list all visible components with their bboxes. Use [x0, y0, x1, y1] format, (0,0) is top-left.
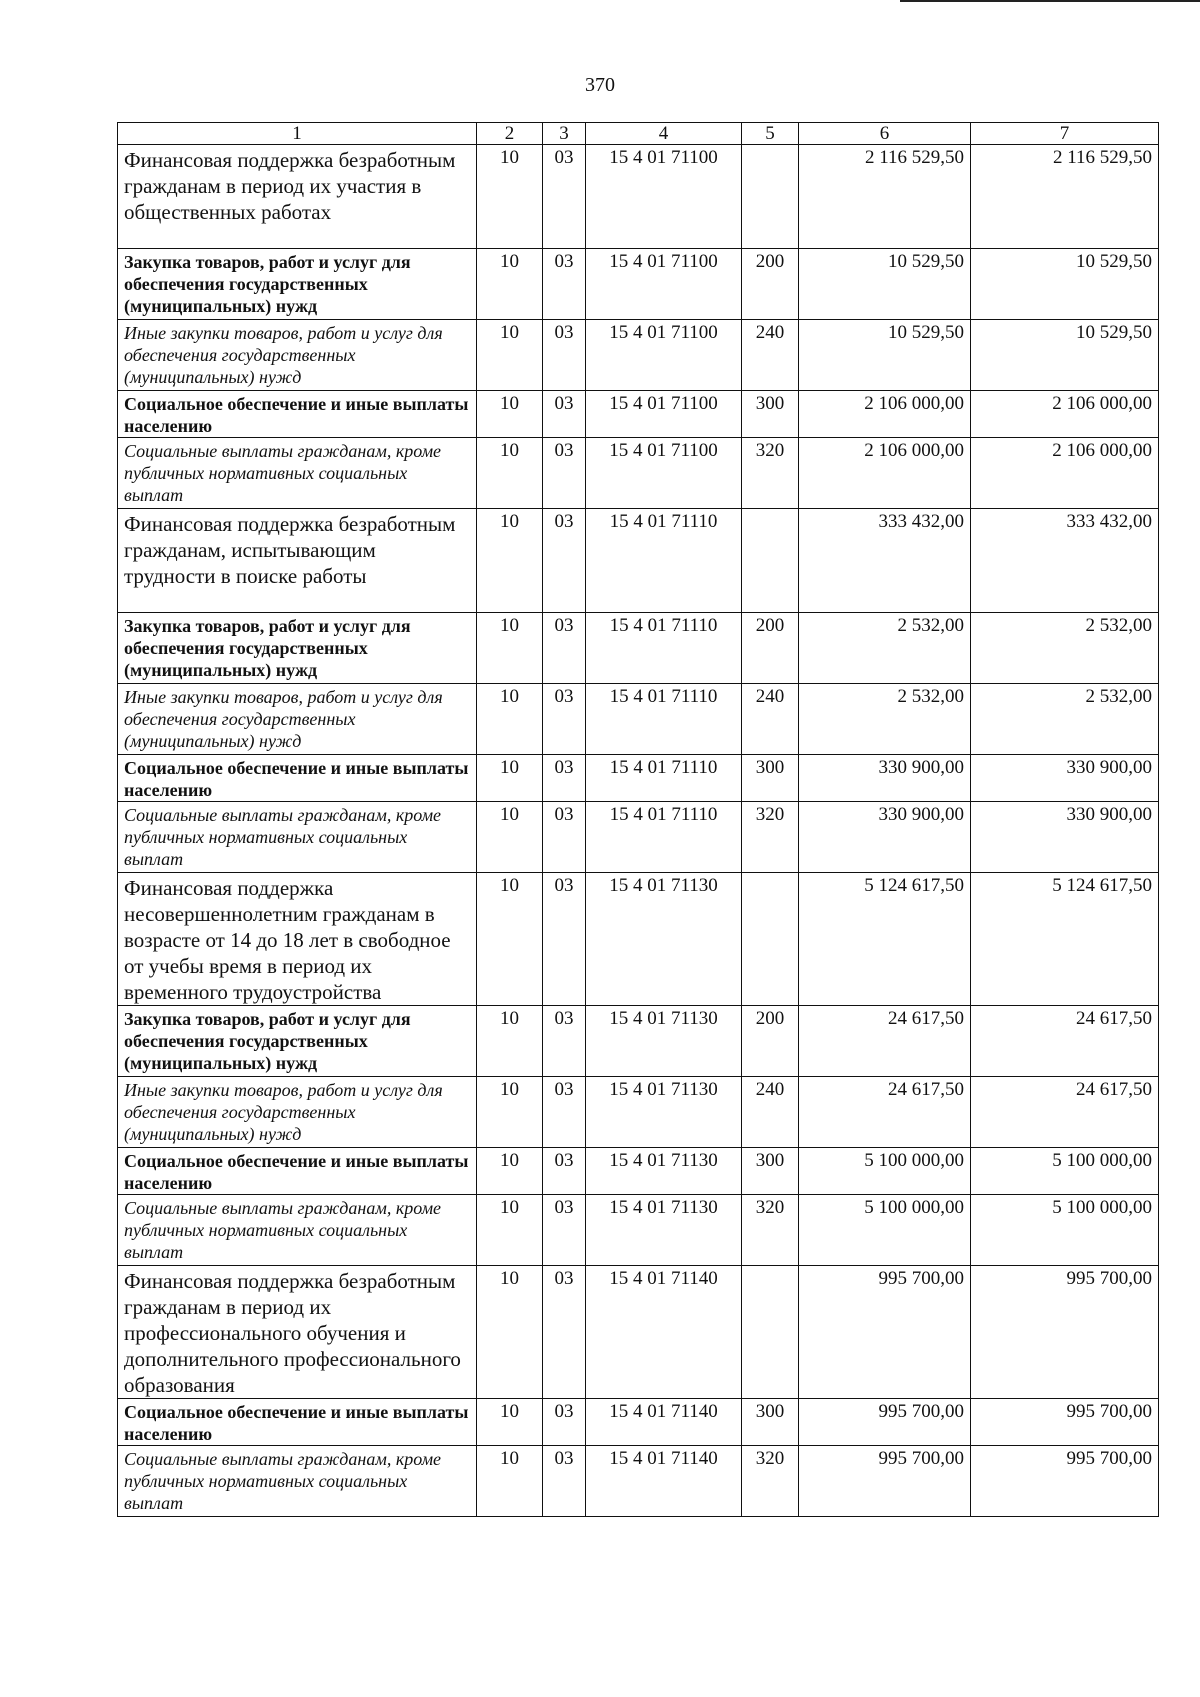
row-amount-col7: 995 700,00: [971, 1399, 1159, 1446]
row-amount-col6: 995 700,00: [799, 1266, 971, 1399]
table-header-row: [118, 123, 1159, 145]
header-cell-col6: 6: [799, 123, 971, 145]
row-amount-col6: 2 532,00: [799, 613, 971, 684]
row-subsection: 03: [543, 873, 586, 1006]
row-name: Социальное обеспечение и иные выплаты населению: [118, 1399, 477, 1446]
row-section: 10: [477, 1195, 543, 1266]
row-name: Иные закупки товаров, работ и услуг для обеспечения государственных (муниципальных) нужд: [118, 320, 477, 391]
row-amount-col6: 995 700,00: [799, 1399, 971, 1446]
row-amount-col6: 5 100 000,00: [799, 1195, 971, 1266]
row-subsection: 03: [543, 1077, 586, 1148]
row-subsection: 03: [543, 613, 586, 684]
row-subsection: 03: [543, 145, 586, 249]
row-name: Закупка товаров, работ и услуг для обеспечения государственных (муниципальных) нужд: [118, 249, 477, 320]
row-section: 10: [477, 249, 543, 320]
row-target-code: 15 4 01 71130: [586, 1077, 742, 1148]
header-cell-col4: 4: [586, 123, 742, 145]
table-row: [118, 320, 1159, 391]
row-amount-col7: 5 124 617,50: [971, 873, 1159, 1006]
row-amount-col6: 24 617,50: [799, 1077, 971, 1148]
row-amount-col7: 5 100 000,00: [971, 1195, 1159, 1266]
row-name: Финансовая поддержка несовершеннолетним гражданам в возрасте от 14 до 18 лет в свободное от учебы время в период их временного трудоустройства: [118, 873, 477, 1006]
row-target-code: 15 4 01 71130: [586, 1006, 742, 1077]
row-section: 10: [477, 755, 543, 802]
row-amount-col7: 330 900,00: [971, 802, 1159, 873]
table-row: [118, 613, 1159, 684]
row-name: Социальные выплаты гражданам, кроме публичных нормативных социальных выплат: [118, 438, 477, 509]
table-row: [118, 873, 1159, 1006]
table-row: [118, 509, 1159, 613]
row-expense-type: 320: [742, 438, 799, 509]
table-row: [118, 391, 1159, 438]
row-name: Социальные выплаты гражданам, кроме публичных нормативных социальных выплат: [118, 802, 477, 873]
row-subsection: 03: [543, 802, 586, 873]
row-expense-type: [742, 145, 799, 249]
row-section: 10: [477, 613, 543, 684]
row-name: Закупка товаров, работ и услуг для обеспечения государственных (муниципальных) нужд: [118, 613, 477, 684]
table-row: [118, 755, 1159, 802]
row-name: Социальное обеспечение и иные выплаты населению: [118, 391, 477, 438]
row-expense-type: 300: [742, 391, 799, 438]
row-name: Иные закупки товаров, работ и услуг для обеспечения государственных (муниципальных) нужд: [118, 684, 477, 755]
table-row: [118, 1446, 1159, 1517]
row-name: Финансовая поддержка безработным гражданам в период их участия в общественных работах: [118, 145, 477, 249]
row-section: 10: [477, 873, 543, 1006]
row-section: 10: [477, 145, 543, 249]
table-row: [118, 1266, 1159, 1399]
row-expense-type: 240: [742, 1077, 799, 1148]
row-amount-col7: 24 617,50: [971, 1077, 1159, 1148]
budget-table: [117, 122, 1159, 1517]
row-target-code: 15 4 01 71100: [586, 438, 742, 509]
row-subsection: 03: [543, 1446, 586, 1517]
row-amount-col6: 330 900,00: [799, 755, 971, 802]
row-subsection: 03: [543, 509, 586, 613]
row-expense-type: 200: [742, 1006, 799, 1077]
row-subsection: 03: [543, 1006, 586, 1077]
row-expense-type: 300: [742, 1399, 799, 1446]
header-cell-col7: 7: [971, 123, 1159, 145]
row-subsection: 03: [543, 1148, 586, 1195]
row-amount-col6: 2 106 000,00: [799, 391, 971, 438]
row-section: 10: [477, 1266, 543, 1399]
page-number: 370: [585, 74, 615, 96]
row-amount-col7: 10 529,50: [971, 249, 1159, 320]
row-amount-col7: 995 700,00: [971, 1446, 1159, 1517]
table-row: [118, 1399, 1159, 1446]
row-section: 10: [477, 1399, 543, 1446]
row-expense-type: 320: [742, 802, 799, 873]
row-subsection: 03: [543, 755, 586, 802]
row-target-code: 15 4 01 71110: [586, 613, 742, 684]
row-amount-col7: 24 617,50: [971, 1006, 1159, 1077]
header-cell-col2: 2: [477, 123, 543, 145]
row-section: 10: [477, 684, 543, 755]
row-amount-col7: 2 116 529,50: [971, 145, 1159, 249]
row-target-code: 15 4 01 71110: [586, 802, 742, 873]
header-cell-col1: 1: [118, 123, 477, 145]
row-amount-col7: 333 432,00: [971, 509, 1159, 613]
row-name: Финансовая поддержка безработным гражданам в период их профессионального обучения и дополнительного профессионального образования: [118, 1266, 477, 1399]
row-expense-type: 320: [742, 1195, 799, 1266]
row-amount-col7: 2 106 000,00: [971, 391, 1159, 438]
row-name: Социальные выплаты гражданам, кроме публичных нормативных социальных выплат: [118, 1195, 477, 1266]
table-row: [118, 1195, 1159, 1266]
row-amount-col6: 2 116 529,50: [799, 145, 971, 249]
row-target-code: 15 4 01 71100: [586, 249, 742, 320]
row-subsection: 03: [543, 684, 586, 755]
row-section: 10: [477, 1148, 543, 1195]
row-subsection: 03: [543, 391, 586, 438]
row-expense-type: 200: [742, 249, 799, 320]
row-amount-col6: 10 529,50: [799, 320, 971, 391]
row-subsection: 03: [543, 249, 586, 320]
row-target-code: 15 4 01 71130: [586, 1148, 742, 1195]
row-subsection: 03: [543, 438, 586, 509]
row-subsection: 03: [543, 1195, 586, 1266]
row-target-code: 15 4 01 71140: [586, 1446, 742, 1517]
row-subsection: 03: [543, 320, 586, 391]
row-name: Социальные выплаты гражданам, кроме публичных нормативных социальных выплат: [118, 1446, 477, 1517]
row-amount-col6: 2 106 000,00: [799, 438, 971, 509]
table-row: [118, 1148, 1159, 1195]
row-expense-type: 320: [742, 1446, 799, 1517]
row-target-code: 15 4 01 71110: [586, 509, 742, 613]
row-expense-type: [742, 873, 799, 1006]
row-target-code: 15 4 01 71130: [586, 873, 742, 1006]
row-target-code: 15 4 01 71140: [586, 1399, 742, 1446]
row-target-code: 15 4 01 71110: [586, 755, 742, 802]
table-row: [118, 684, 1159, 755]
row-amount-col6: 5 100 000,00: [799, 1148, 971, 1195]
row-target-code: 15 4 01 71100: [586, 145, 742, 249]
row-target-code: 15 4 01 71100: [586, 320, 742, 391]
row-name: Закупка товаров, работ и услуг для обеспечения государственных (муниципальных) нужд: [118, 1006, 477, 1077]
row-subsection: 03: [543, 1266, 586, 1399]
header-cell-col3: 3: [543, 123, 586, 145]
row-amount-col7: 2 106 000,00: [971, 438, 1159, 509]
top-edge-line: [900, 0, 1200, 2]
table-row: [118, 438, 1159, 509]
row-name: Социальное обеспечение и иные выплаты населению: [118, 1148, 477, 1195]
row-section: 10: [477, 802, 543, 873]
row-section: 10: [477, 1446, 543, 1517]
header-cell-col5: 5: [742, 123, 799, 145]
row-expense-type: 300: [742, 755, 799, 802]
row-expense-type: 300: [742, 1148, 799, 1195]
row-amount-col7: 2 532,00: [971, 613, 1159, 684]
row-target-code: 15 4 01 71130: [586, 1195, 742, 1266]
row-expense-type: 240: [742, 684, 799, 755]
table-row: [118, 145, 1159, 249]
table-row: [118, 1006, 1159, 1077]
row-expense-type: 240: [742, 320, 799, 391]
row-amount-col6: 333 432,00: [799, 509, 971, 613]
row-expense-type: 200: [742, 613, 799, 684]
table-row: [118, 249, 1159, 320]
row-target-code: 15 4 01 71110: [586, 684, 742, 755]
row-amount-col6: 330 900,00: [799, 802, 971, 873]
row-target-code: 15 4 01 71140: [586, 1266, 742, 1399]
row-amount-col6: 995 700,00: [799, 1446, 971, 1517]
row-name: Финансовая поддержка безработным гражданам, испытывающим трудности в поиске работы: [118, 509, 477, 613]
row-amount-col6: 5 124 617,50: [799, 873, 971, 1006]
row-target-code: 15 4 01 71100: [586, 391, 742, 438]
row-expense-type: [742, 509, 799, 613]
row-name: Иные закупки товаров, работ и услуг для обеспечения государственных (муниципальных) нужд: [118, 1077, 477, 1148]
table-row: [118, 1077, 1159, 1148]
row-section: 10: [477, 320, 543, 391]
row-amount-col7: 10 529,50: [971, 320, 1159, 391]
row-amount-col6: 2 532,00: [799, 684, 971, 755]
row-section: 10: [477, 1006, 543, 1077]
row-section: 10: [477, 1077, 543, 1148]
row-amount-col6: 10 529,50: [799, 249, 971, 320]
row-amount-col7: 995 700,00: [971, 1266, 1159, 1399]
row-section: 10: [477, 438, 543, 509]
row-amount-col6: 24 617,50: [799, 1006, 971, 1077]
row-amount-col7: 330 900,00: [971, 755, 1159, 802]
row-section: 10: [477, 509, 543, 613]
row-amount-col7: 2 532,00: [971, 684, 1159, 755]
row-amount-col7: 5 100 000,00: [971, 1148, 1159, 1195]
row-expense-type: [742, 1266, 799, 1399]
row-section: 10: [477, 391, 543, 438]
table-row: [118, 802, 1159, 873]
row-name: Социальное обеспечение и иные выплаты населению: [118, 755, 477, 802]
row-subsection: 03: [543, 1399, 586, 1446]
